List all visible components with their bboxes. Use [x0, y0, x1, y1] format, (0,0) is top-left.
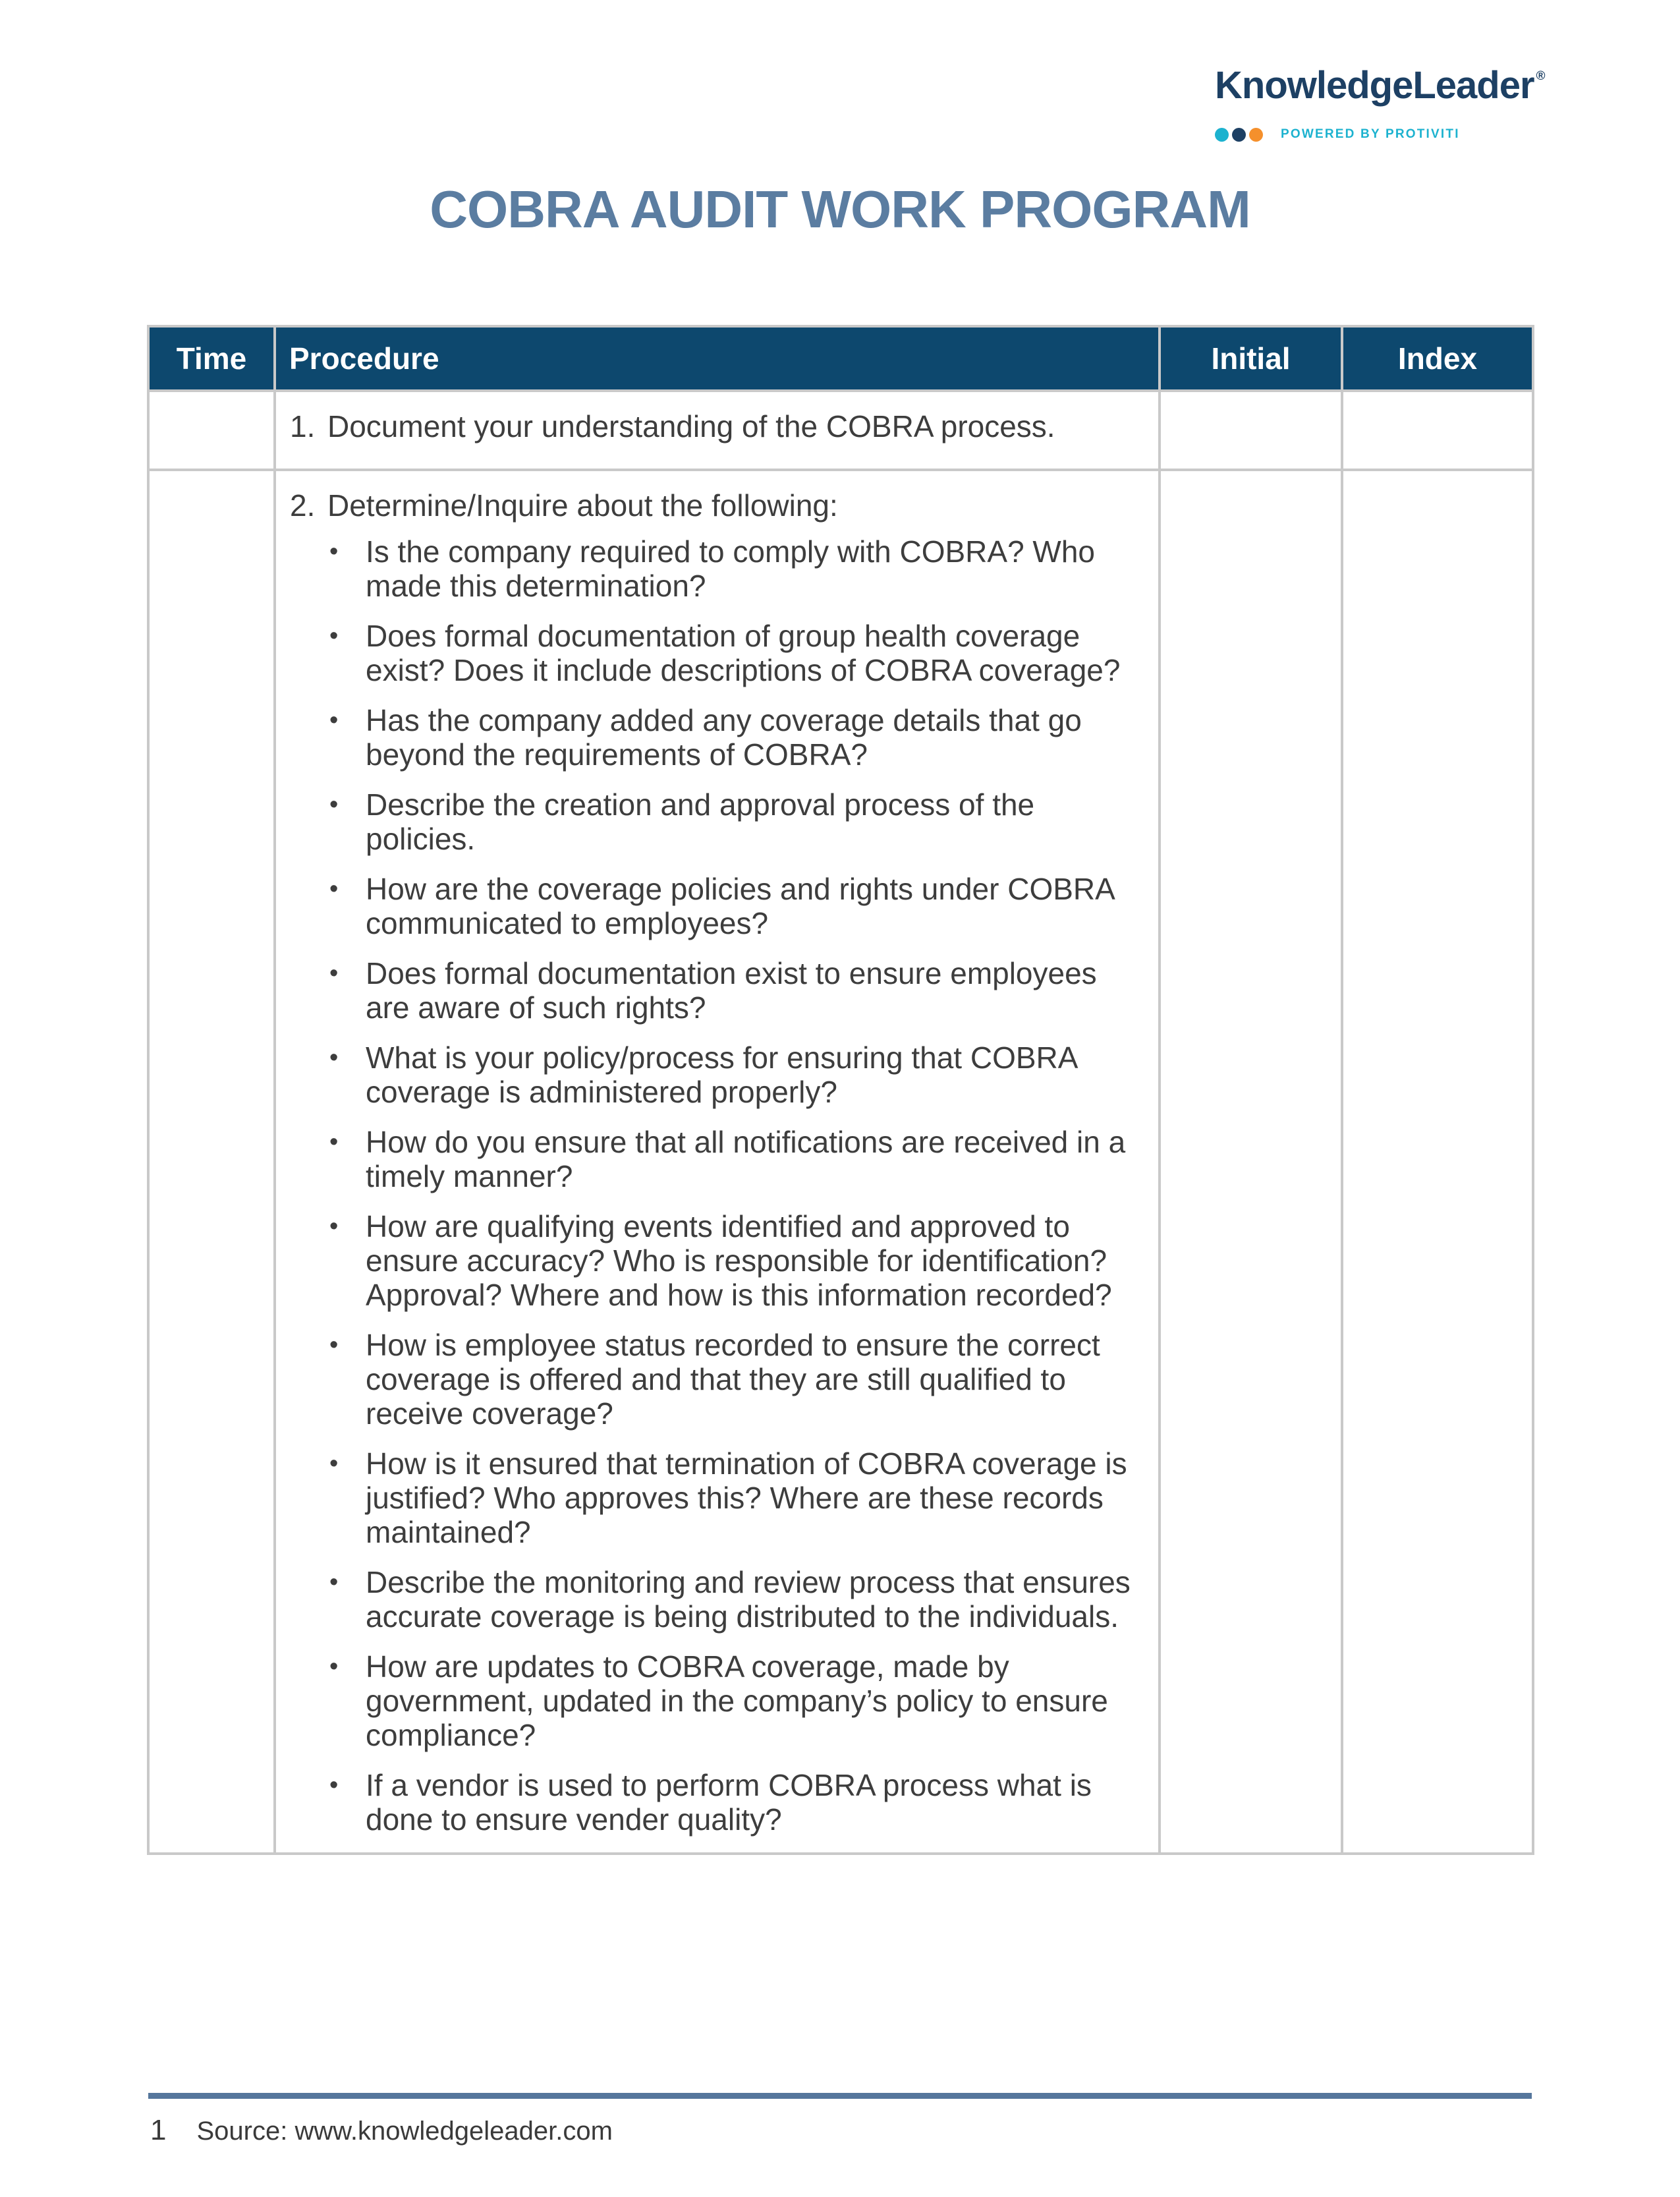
bullet-text: Does formal documentation exist to ensure employees are aware of such rights? [366, 956, 1097, 1025]
bullet-item [276, 1328, 1132, 1431]
page-number: 1 [150, 2114, 167, 2146]
brand-dot-orange-icon [1249, 128, 1263, 142]
index-cell [1342, 470, 1533, 1854]
bullet-icon: • [329, 1450, 339, 1477]
bullet-text: Is the company required to comply with COBRA? Who made this determination? [366, 534, 1096, 603]
item-number: 1. [290, 409, 316, 443]
logo-tagline: POWERED BY PROTIVITI [1281, 127, 1460, 141]
bullet-text: What is your policy/process for ensuring that COBRA coverage is administered properly? [366, 1041, 1077, 1109]
bullet-icon: • [329, 875, 339, 903]
bullet-text: How do you ensure that all notifications are received in a timely manner? [366, 1125, 1126, 1193]
header-initial: Initial [1160, 326, 1342, 391]
bullet-icon: • [329, 538, 339, 565]
bullet-icon: • [329, 1568, 339, 1596]
initial-cell [1160, 391, 1342, 470]
logo-wordmark [1215, 55, 1546, 107]
bullet-item [276, 619, 1132, 687]
bullet-text: How is employee status recorded to ensure the correct coverage is offered and that they are still qualified to receive coverage? [366, 1328, 1100, 1431]
bullet-item [276, 1446, 1132, 1549]
bullet-text: How are updates to COBRA coverage, made by government, updated in the company’s policy to ensure compliance? [366, 1649, 1108, 1752]
procedure-cell [275, 470, 1160, 1854]
item-text: Determine/Inquire about the following: [327, 488, 838, 523]
table-row [148, 391, 1533, 470]
bullet-item [276, 956, 1132, 1025]
bullet-item [276, 787, 1132, 856]
brand-dot-navy-icon [1232, 128, 1246, 142]
footer-divider [148, 2093, 1532, 2099]
bullet-text: Does formal documentation of group health coverage exist? Does it include descriptions of COBRA coverage? [366, 619, 1121, 687]
numbered-item [276, 409, 1132, 443]
bullet-icon: • [329, 959, 339, 987]
bullet-text: Describe the monitoring and review process that ensures accurate coverage is being distributed to the individuals. [366, 1565, 1131, 1634]
bullet-icon: • [329, 1128, 339, 1156]
registered-trademark-icon: ® [1536, 69, 1546, 83]
source-text: Source: www.knowledgeleader.com [196, 2117, 613, 2146]
index-cell [1342, 391, 1533, 470]
item-number: 2. [290, 488, 316, 523]
bullet-icon: • [329, 1653, 339, 1680]
bullet-item [276, 534, 1132, 603]
bullet-icon: • [329, 791, 339, 818]
table-header-row [148, 326, 1533, 391]
time-cell [148, 470, 275, 1854]
work-program-table [147, 325, 1534, 1855]
bullet-icon: • [329, 706, 339, 734]
bullet-item [276, 1041, 1132, 1109]
bullet-item [276, 1565, 1132, 1634]
page-title: COBRA AUDIT WORK PROGRAM [430, 180, 1250, 239]
bullet-text: Has the company added any coverage details that go beyond the requirements of COBRA? [366, 703, 1082, 772]
bullet-item [276, 703, 1132, 772]
initial-cell [1160, 470, 1342, 1854]
bullet-icon: • [329, 1213, 339, 1240]
bullet-text: Describe the creation and approval process of the policies. [366, 787, 1035, 856]
bullet-text: If a vendor is used to perform COBRA process what is done to ensure vender quality? [366, 1768, 1092, 1837]
bullet-item [276, 1649, 1132, 1752]
bullet-text: How are qualifying events identified and approved to ensure accuracy? Who is responsible for identification? Approval? Where and how is this information recorded? [366, 1209, 1112, 1312]
bullet-text: How are the coverage policies and rights under COBRA communicated to employees? [366, 872, 1114, 940]
numbered-item [276, 488, 1132, 523]
item-text: Document your understanding of the COBRA process. [327, 409, 1055, 443]
bullet-icon: • [329, 622, 339, 650]
time-cell [148, 391, 275, 470]
logo-tagline-row [1215, 127, 1546, 142]
bullet-item [276, 1209, 1132, 1312]
brand-dot-teal-icon [1215, 128, 1229, 142]
procedure-cell [275, 391, 1160, 470]
bullet-text: How is it ensured that termination of COBRA coverage is justified? Who approves this? Where are these records maintained? [366, 1446, 1127, 1549]
bullet-icon: • [329, 1044, 339, 1071]
header-procedure: Procedure [275, 326, 1160, 391]
knowledgeleader-logo [1215, 55, 1546, 142]
footer [150, 2114, 613, 2147]
bullet-icon: • [329, 1771, 339, 1799]
header-time: Time [148, 326, 275, 391]
table-row [148, 470, 1533, 1854]
bullet-icon: • [329, 1331, 339, 1359]
bullet-item [276, 1125, 1132, 1193]
header-index: Index [1342, 326, 1533, 391]
bullet-item [276, 872, 1132, 940]
bullet-item [276, 1768, 1132, 1837]
logo-wordmark-text: KnowledgeLeader [1215, 64, 1534, 107]
